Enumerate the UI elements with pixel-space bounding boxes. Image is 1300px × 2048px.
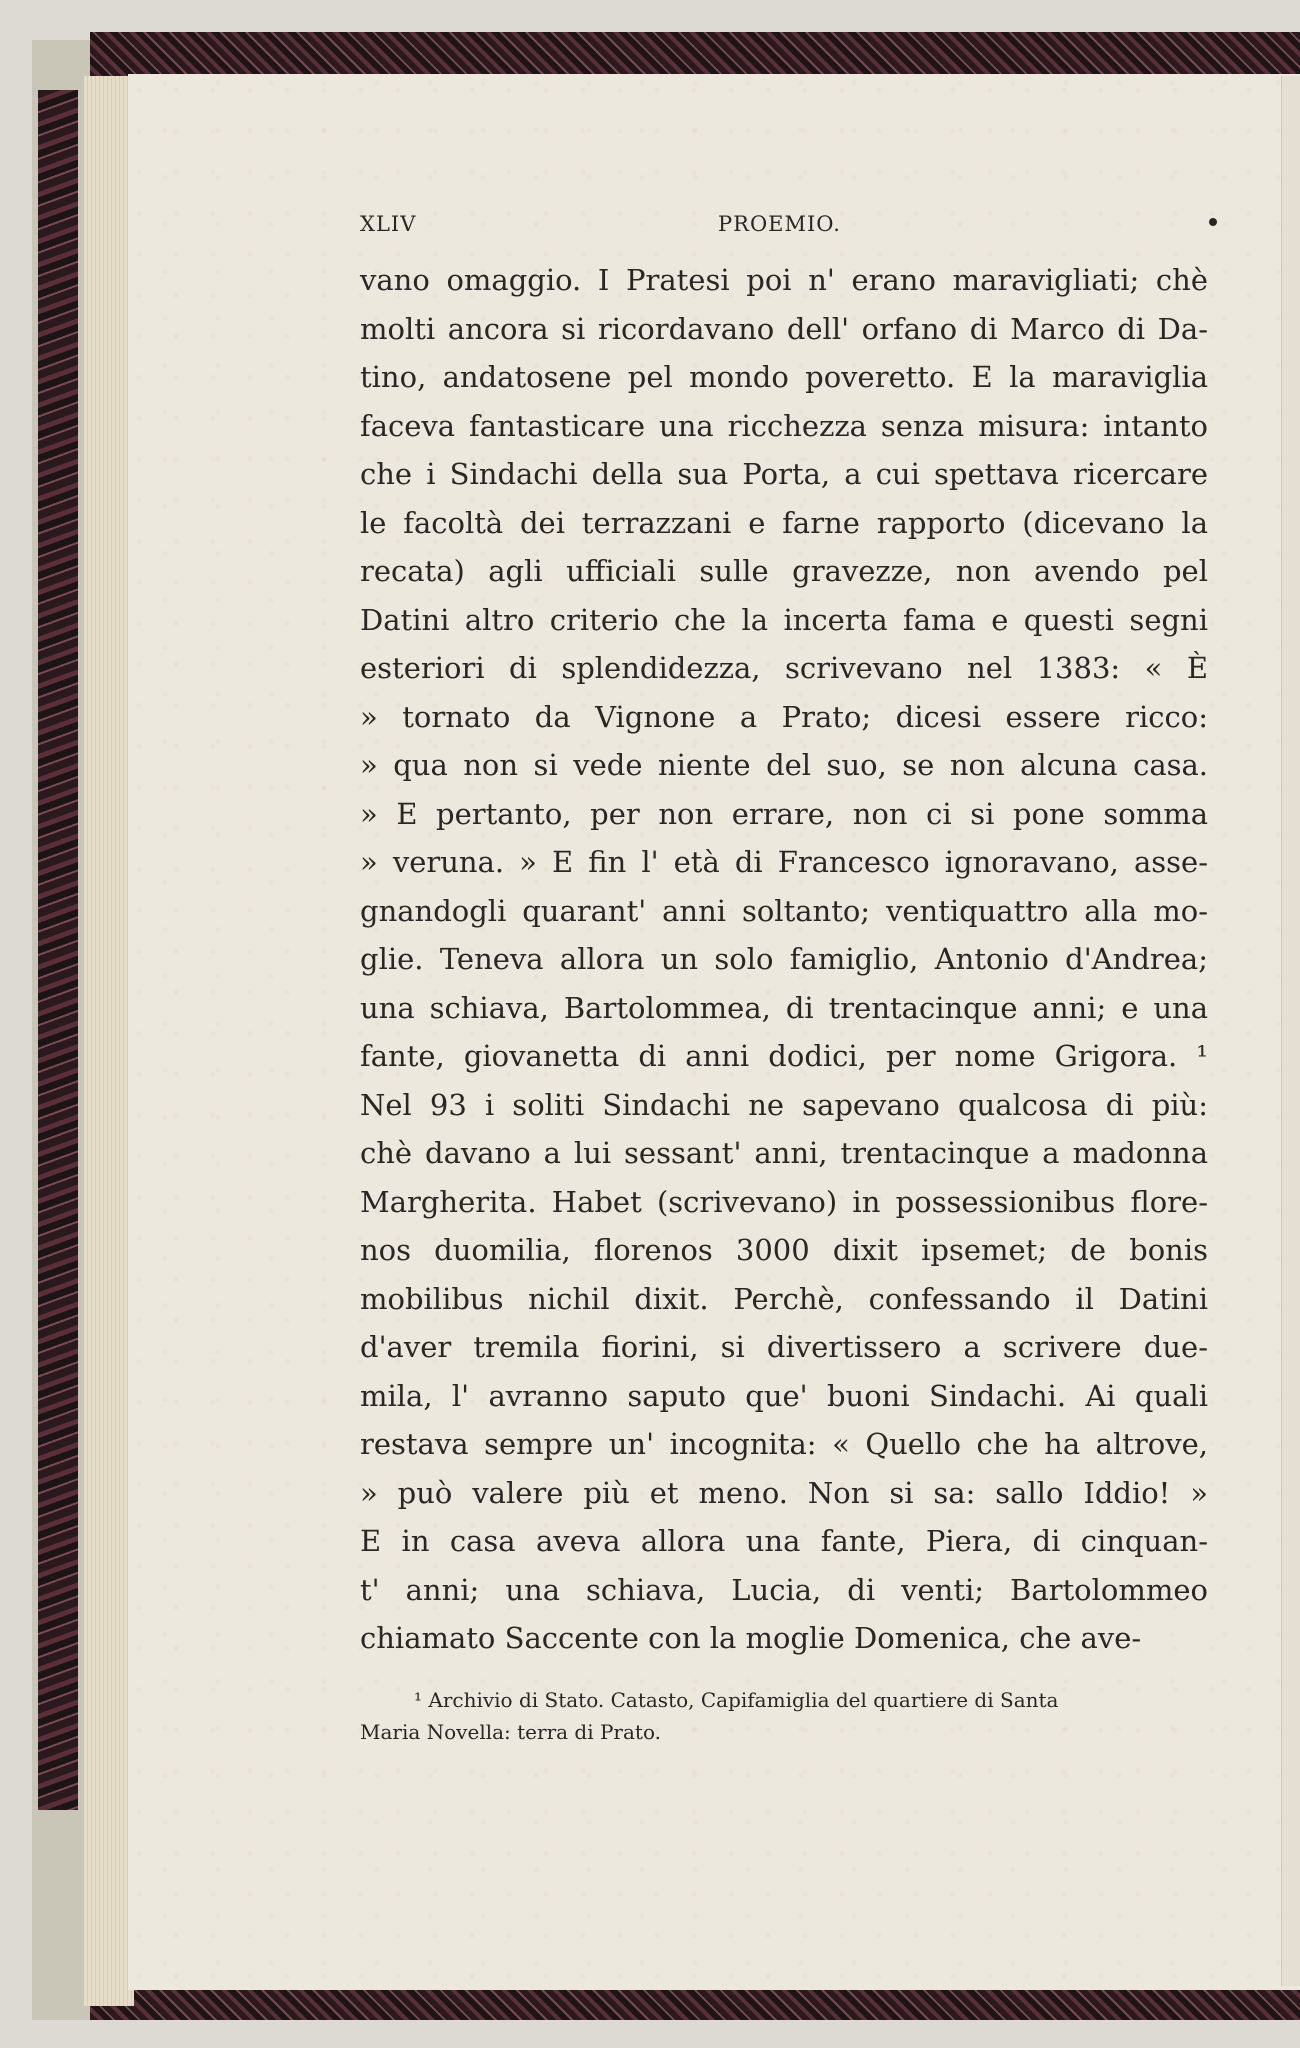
text-line: fante, giovanetta di anni dodici, per nome Grigora. ¹	[360, 1039, 1208, 1073]
body-text	[360, 256, 1208, 1663]
text-line: t' anni; una schiava, Lucia, di venti; Bartolommeo	[360, 1572, 1208, 1607]
text-line: d'aver tremila fiorini, si divertissero a scrivere due-	[360, 1330, 1208, 1364]
footnote-line: ¹ Archivio di Stato. Catasto, Capifamiglia del quartiere di Santa	[414, 1688, 1059, 1712]
text-line: chiamato Saccente con la moglie Domenica, che ave-	[360, 1621, 1142, 1655]
marbled-cover-top-edge	[90, 32, 1300, 78]
text-line: chè davano a lui sessant' anni, trentacinque a madonna	[360, 1136, 1208, 1170]
text-line: vano omaggio. I Pratesi poi n' erano maravigliati; chè	[360, 263, 1208, 297]
page-number: XLIV	[360, 212, 417, 236]
adjacent-page-edge	[1281, 76, 1300, 1986]
text-line: esteriori di splendidezza, scrivevano nel 1383: « È	[360, 651, 1208, 685]
page-header	[360, 212, 1220, 246]
text-line: E in casa aveva allora una fante, Piera, di cinquan-	[360, 1524, 1208, 1558]
marbled-cover-bottom-edge	[90, 1990, 1300, 2020]
running-head: PROEMIO.	[718, 212, 841, 236]
text-line: gnandogli quarant' anni soltanto; ventiquattro alla mo-	[360, 893, 1208, 928]
text-line: glie. Teneva allora un solo famiglio, Antonio d'Andrea;	[360, 942, 1208, 976]
text-line: nos duomilia, florenos 3000 dixit ipsemet; de bonis	[360, 1233, 1208, 1267]
text-line: » tornato da Vignone a Prato; dicesi essere ricco:	[360, 699, 1208, 734]
text-line: Datini altro criterio che la incerta fama e questi segni	[360, 602, 1208, 637]
text-line: faceva fantasticare una ricchezza senza misura: intanto	[360, 408, 1208, 443]
text-line: » può valere più et meno. Non si sa: sallo Iddio! »	[360, 1475, 1208, 1510]
text-line: mila, l' avranno saputo que' buoni Sindachi. Ai quali	[360, 1378, 1208, 1413]
text-line: Nel 93 i soliti Sindachi ne sapevano qualcosa di più:	[360, 1087, 1208, 1122]
footnote-line: Maria Novella: terra di Prato.	[360, 1720, 661, 1744]
ink-dot	[1209, 218, 1217, 226]
text-line: recata) agli ufficiali sulle gravezze, non avendo pel	[360, 554, 1208, 588]
text-line: che i Sindachi della sua Porta, a cui spettava ricercare	[360, 457, 1208, 491]
page-stack-edges	[84, 76, 134, 2006]
text-line: molti ancora si ricordavano dell' orfano di Marco di Da-	[360, 311, 1208, 346]
text-line: restava sempre un' incognita: « Quello che ha altrove,	[360, 1427, 1208, 1461]
text-line: tino, andatosene pel mondo poveretto. E la maraviglia	[360, 360, 1208, 394]
text-line: mobilibus nichil dixit. Perchè, confessando il Datini	[360, 1281, 1208, 1316]
footnote	[360, 1684, 1208, 1748]
text-line: una schiava, Bartolommea, di trentacinque anni; e una	[360, 990, 1208, 1025]
marbled-cover-spine	[38, 90, 78, 1810]
text-line: Margherita. Habet (scrivevano) in possessionibus flore-	[360, 1184, 1208, 1219]
text-line: » E pertanto, per non errare, non ci si pone somma	[360, 796, 1208, 831]
text-line: le facoltà dei terrazzani e farne rapporto (dicevano la	[360, 505, 1208, 540]
text-line: » qua non si vede niente del suo, se non alcuna casa.	[360, 748, 1208, 782]
text-line: » veruna. » E fin l' età di Francesco ignoravano, asse-	[360, 845, 1208, 879]
